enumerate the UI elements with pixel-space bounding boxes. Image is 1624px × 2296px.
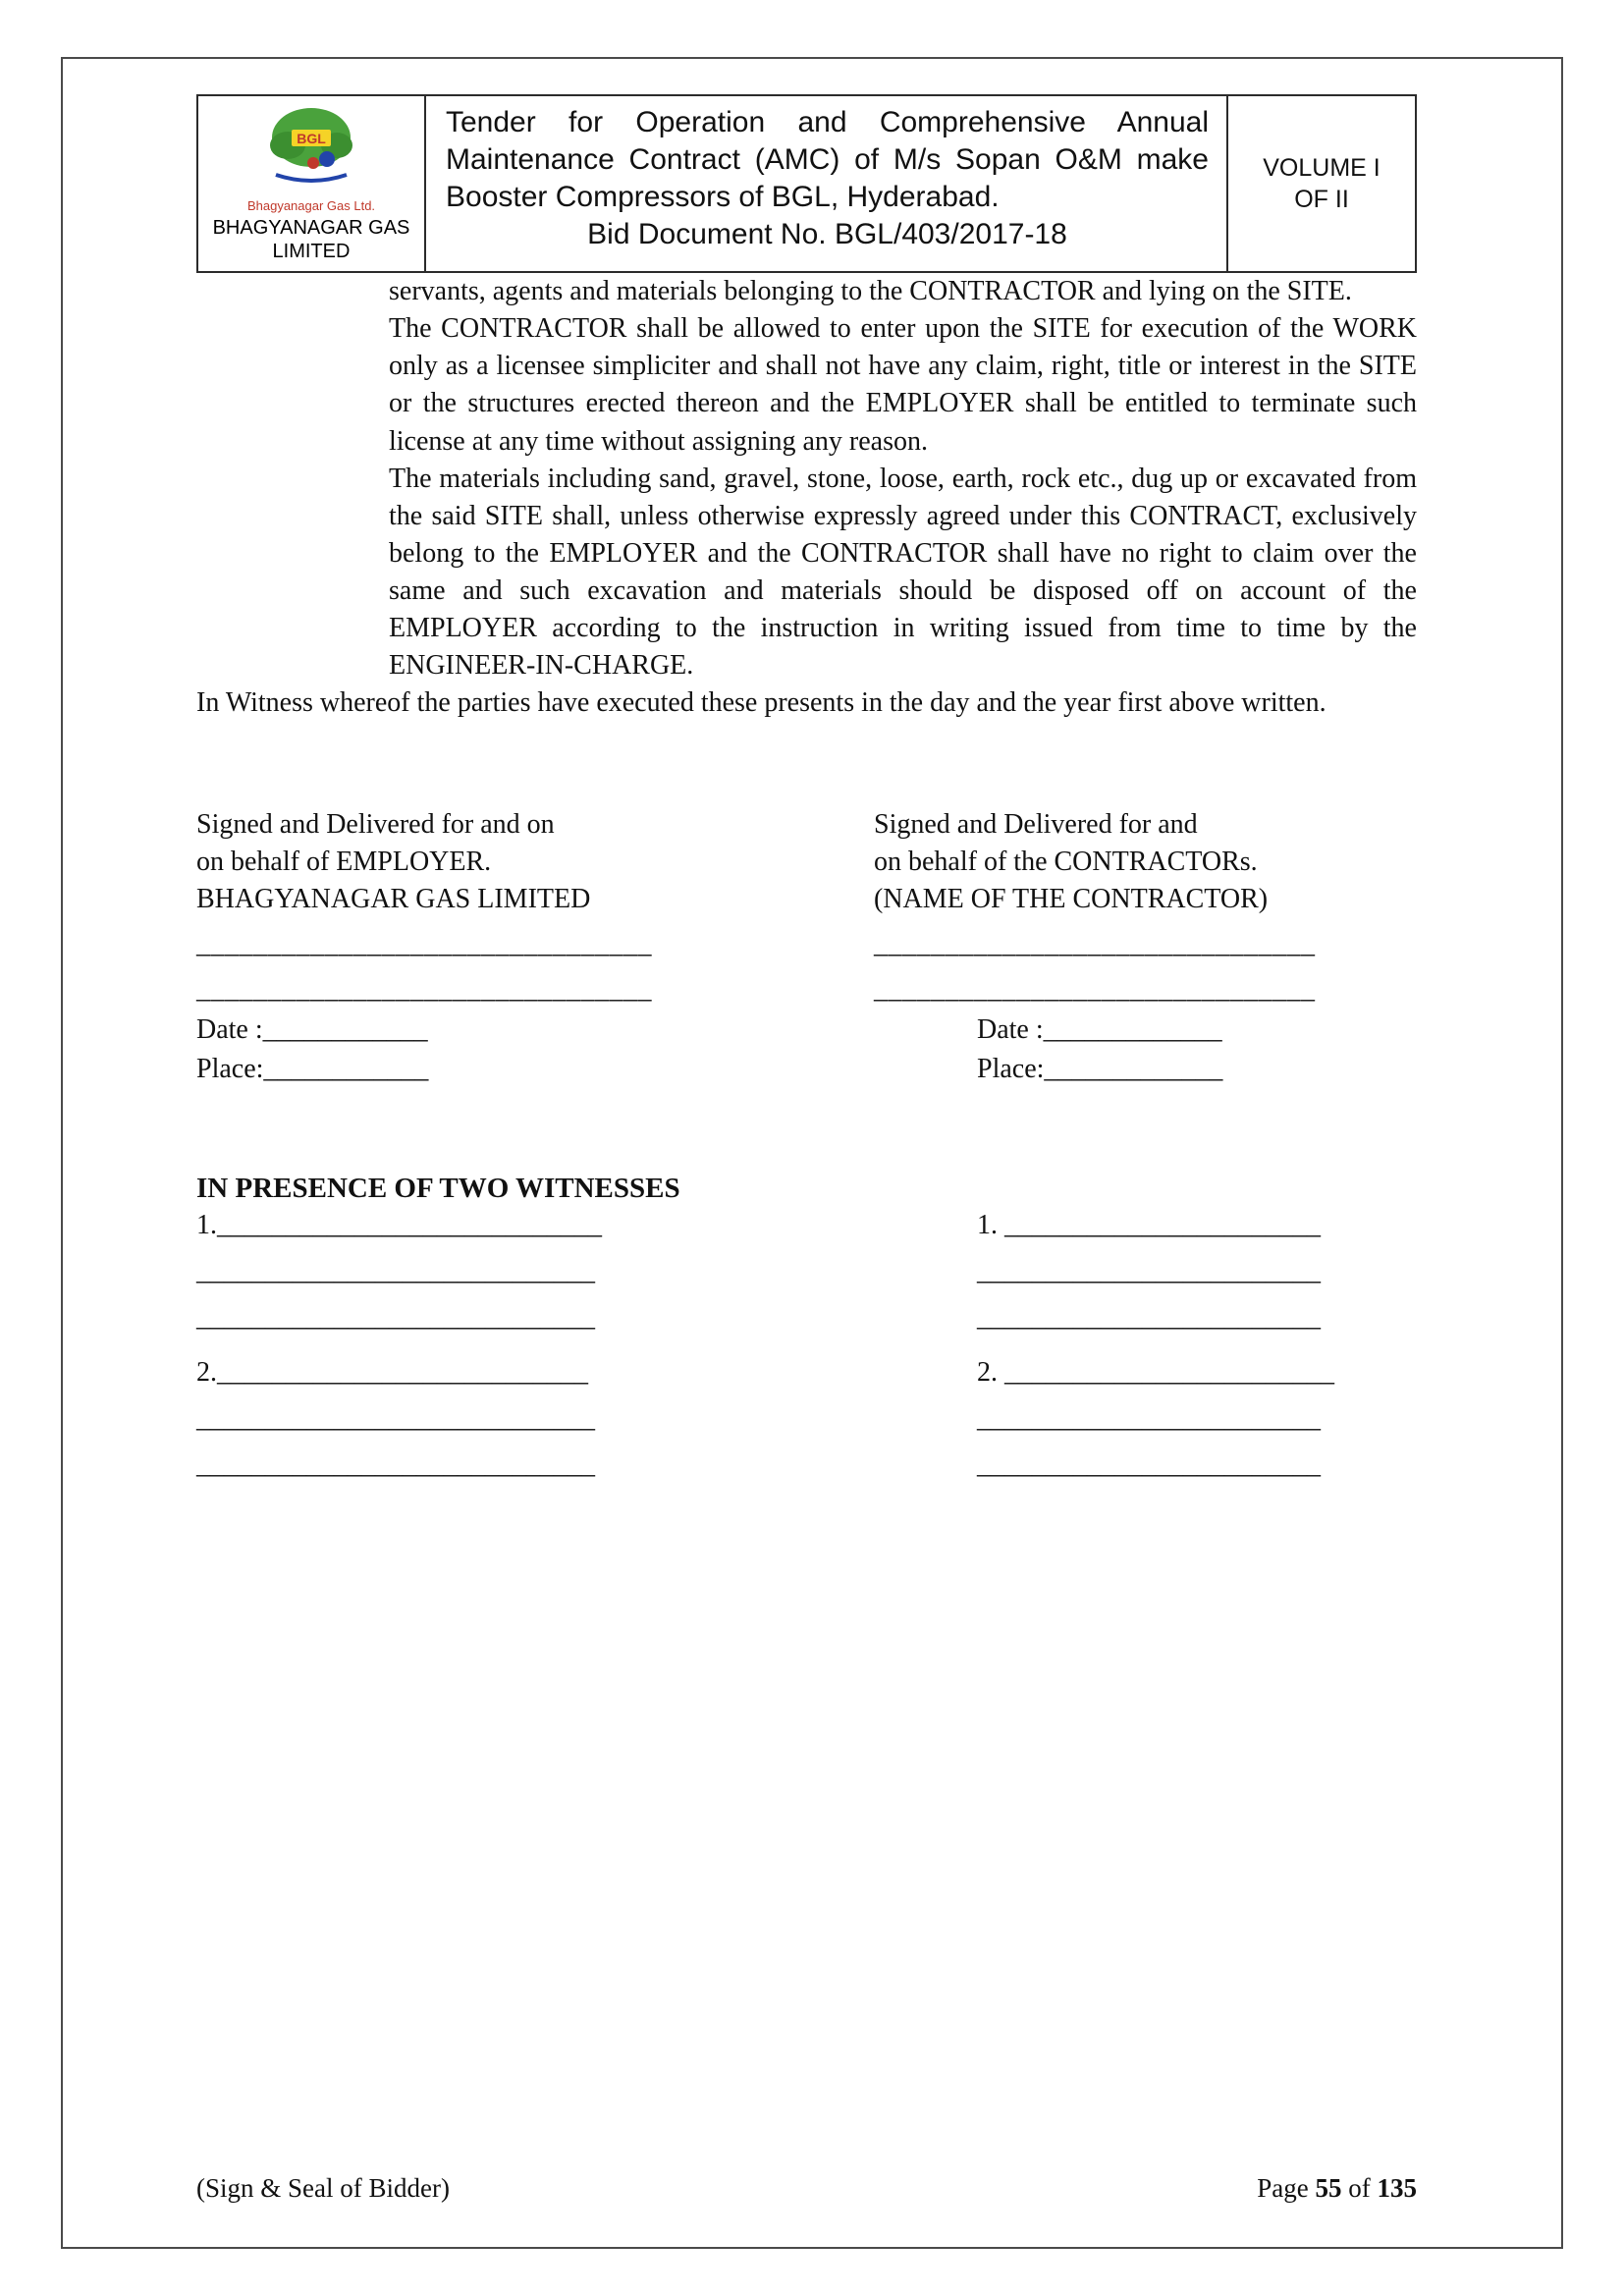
contractor-sig-line1: Signed and Delivered for and [874, 809, 1198, 841]
employer-date-field: Date :____________ [196, 1013, 428, 1045]
page-number [1257, 2173, 1417, 2204]
document-header [196, 94, 1417, 273]
page-total: 135 [1377, 2173, 1417, 2203]
employer-sig-line3: BHAGYANAGAR GAS LIMITED [196, 884, 591, 915]
contractor-sig-line3: (NAME OF THE CONTRACTOR) [874, 884, 1269, 915]
paragraph-servants: servants, agents and materials belonging to the CONTRACTOR and lying on the SITE. [389, 276, 1352, 307]
witness1-left-line2: _____________________________ [196, 1255, 595, 1286]
witness1-right-line3: _________________________ [977, 1301, 1321, 1333]
paragraph-materials: The materials including sand, gravel, stone, loose, earth, rock etc., dug up or excavated from the said SITE shall, unless otherwise expressly agreed under this CONTRACT, exclusively belong to the EMPLOYER and the CONTRACTOR shall have no right to claim over the same and such excavation and materials should be disposed off on account of the EMPLOYER according to the instruction in writing issued from time to time by the ENGINEER-IN-CHARGE. [389, 463, 1417, 681]
witness2-right-line1: 2. ________________________ [977, 1356, 1334, 1388]
volume-line1: VOLUME I [1263, 153, 1380, 182]
employer-sig-line2: on behalf of EMPLOYER. [196, 847, 492, 878]
volume-cell [1226, 94, 1417, 273]
employer-signature-line-2: ________________________________ [196, 974, 652, 1006]
employer-signature-line-1: ________________________________ [196, 929, 652, 960]
title-cell [424, 94, 1228, 273]
employer-place-field: Place:____________ [196, 1053, 429, 1084]
volume-line2: OF II [1294, 186, 1349, 214]
of-word: of [1341, 2173, 1378, 2203]
contractor-place-field: Place:_____________ [977, 1053, 1223, 1084]
org-name-line2: LIMITED [272, 240, 351, 262]
witness2-left-line3: _____________________________ [196, 1449, 595, 1481]
page-footer [196, 2173, 1417, 2204]
signature-contractor-block [815, 806, 1417, 1088]
witness1-left-line1: 1.____________________________ [196, 1209, 602, 1240]
witness1-left-line3: _____________________________ [196, 1301, 595, 1333]
contractor-sig-line2: on behalf of the CONTRACTORs. [874, 847, 1258, 878]
witness2-left-line1: 2.___________________________ [196, 1356, 588, 1388]
page-current: 55 [1315, 2173, 1342, 2203]
witnesses-block [196, 1207, 1417, 1484]
bgl-logo-icon [256, 102, 366, 197]
witness2-right-line2: _________________________ [977, 1402, 1321, 1434]
tender-title: Tender for Operation and Comprehensive Annual Maintenance Contract (AMC) of M/s Sopan O&M make Booster Compressors of BGL, Hyderabad. [446, 106, 1209, 214]
contractor-date-field: Date :_____________ [977, 1013, 1222, 1045]
contractor-signature-line-2: _______________________________ [874, 974, 1316, 1006]
witness1-right-line1: 1. _______________________ [977, 1209, 1321, 1240]
witness2-right-line3: _________________________ [977, 1449, 1321, 1481]
witness2-left-line2: _____________________________ [196, 1402, 595, 1434]
signature-employer-block [196, 806, 815, 1088]
employer-sig-line1: Signed and Delivered for and on [196, 809, 555, 841]
page-word: Page [1257, 2173, 1316, 2203]
witnesses-heading: IN PRESENCE OF TWO WITNESSES [196, 1172, 680, 1204]
sign-seal-note: (Sign & Seal of Bidder) [196, 2173, 450, 2203]
paragraph-contractor-license: The CONTRACTOR shall be allowed to enter upon the SITE for execution of the WORK only as a licensee simpliciter and shall not have any claim, right, title or interest in the SITE or the structures erected thereon and the EMPLOYER shall be entitled to terminate such license at any time without assigning any reason. [389, 313, 1417, 457]
logo-subtext: Bhagyanagar Gas Ltd. [246, 198, 376, 213]
page-border [61, 57, 1563, 2249]
contractor-signature-line-1: _______________________________ [874, 929, 1316, 960]
witnesses-right-column [815, 1207, 1417, 1484]
org-name-line1: BHAGYANAGAR GAS [212, 217, 410, 239]
witnesses-left-column [196, 1207, 815, 1484]
page-content [196, 94, 1417, 1484]
witness1-right-line2: _________________________ [977, 1255, 1321, 1286]
org-name [213, 217, 410, 263]
logo-cell [196, 94, 426, 273]
signature-block [196, 806, 1417, 1088]
witness-intro: In Witness whereof the parties have executed these presents in the day and the year first above written. [196, 687, 1326, 719]
svg-text:BGL: BGL [297, 131, 326, 146]
bid-document-number: Bid Document No. BGL/403/2017-18 [587, 218, 1067, 251]
clause-block [389, 273, 1417, 684]
